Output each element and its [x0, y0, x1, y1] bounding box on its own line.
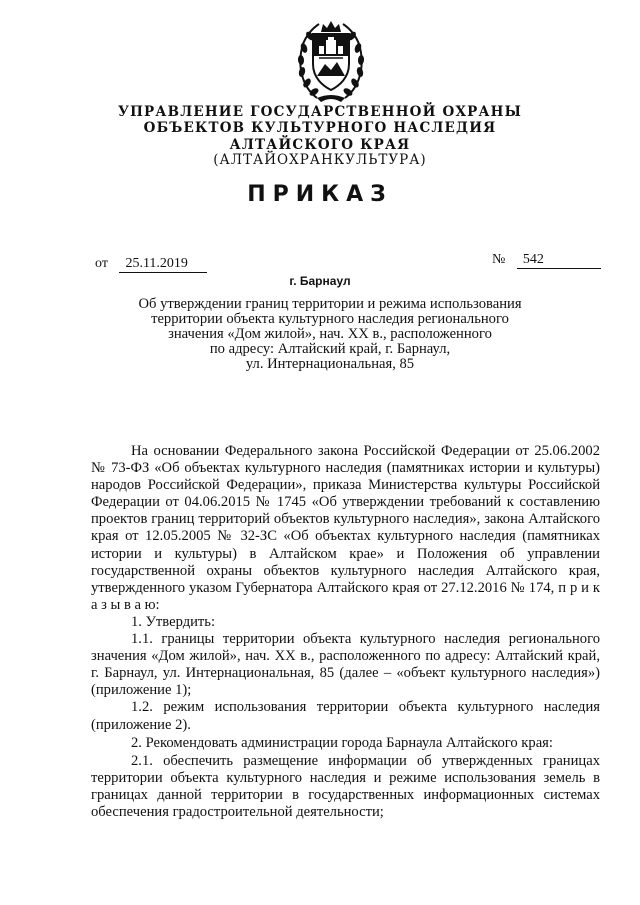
org-short-name: (АЛТАЙОХРАНКУЛЬТУРА): [213, 152, 427, 168]
body-paragraph: 2.1. обеспечить размещение информации об утвержденных границах территории объекта культурного наследия и режиме использования земель в границах данной территории в государственных информационных системах обеспечения градостроительной деятельности;: [91, 752, 600, 820]
body-paragraph: На основании Федерального закона Российской Федерации от 25.06.2002 № 73-ФЗ «Об объектах культурного наследия (памятниках истории и культуры) народов Российской Федерации», приказа Министерства культуры Российской Федерации от 04.06.2015 № 1745 «Об утверждении требований к составлению проектов границ территорий объектов культурного наследия», закона Алтайского края от 12.05.2005 № 32-ЗС «Об объектах культурного наследия (памятниках истории и культуры) в Алтайском крае» и Положения об управлении государственной охраны объектов культурного наследия Алтайского края, утвержденного указом Губернатора Алтайского края от 27.12.2016 № 174, п р и к а з ы в а ю:: [91, 443, 600, 613]
date-prefix: от: [95, 256, 108, 271]
subject-line: ул. Интернациональная, 85: [245, 356, 415, 372]
document-number: [492, 252, 601, 269]
document-city: г. Барнаул: [289, 274, 351, 288]
body-paragraph: 2. Рекомендовать администрации города Барнаула Алтайского края:: [131, 734, 553, 751]
body-paragraph: 1.1. границы территории объекта культурного наследия регионального значения «Дом жилой», нач. XX в., расположенного по адресу: Алтайский край, г. Барнаул, ул. Интернациональная, 85 (далее – «объект культурного наследия») (приложение 1);: [91, 631, 600, 699]
number-prefix: №: [492, 252, 506, 267]
org-name-line-2: ОБЪЕКТОВ КУЛЬТУРНОГО НАСЛЕДИЯ: [143, 120, 497, 136]
document-body: [91, 443, 600, 821]
document-date: [95, 256, 207, 273]
subject-line: по адресу: Алтайский край, г. Барнаул,: [209, 341, 451, 357]
subject-line: значения «Дом жилой», нач. XX в., расположенного: [168, 326, 492, 342]
date-value: 25.11.2019: [119, 256, 207, 273]
document-subject: [120, 297, 540, 372]
document-type-title: ПРИКАЗ: [247, 182, 393, 207]
org-name-line-1: УПРАВЛЕНИЕ ГОСУДАРСТВЕННОЙ ОХРАНЫ: [117, 104, 523, 120]
org-name-line-3: АЛТАЙСКОГО КРАЯ: [229, 137, 411, 153]
subject-line: Об утверждении границ территории и режима использования: [138, 296, 522, 312]
coat-of-arms-icon: [295, 18, 367, 102]
number-value: 542: [517, 252, 601, 269]
body-paragraph: 1.2. режим использования территории объекта культурного наследия (приложение 2).: [91, 699, 600, 733]
body-paragraph: 1. Утвердить:: [131, 613, 216, 630]
subject-line: территории объекта культурного наследия регионального: [151, 311, 509, 327]
